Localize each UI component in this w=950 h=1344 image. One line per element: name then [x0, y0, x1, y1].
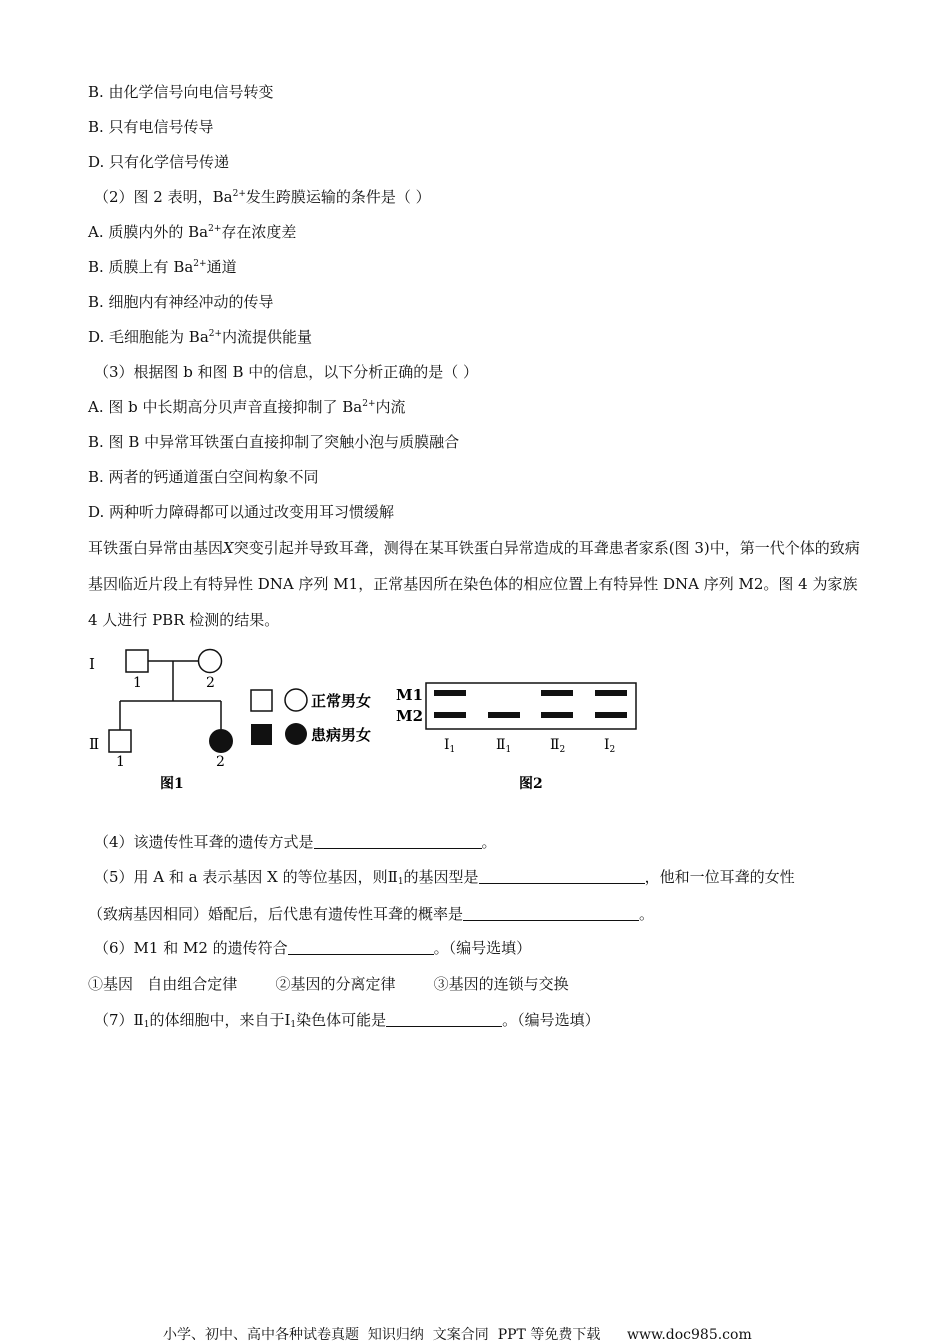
page-footer: 小学、初中、高中各种试卷真题 知识归纳 文案合同 PPT 等免费下载 www.doc985.com [163, 1327, 752, 1343]
pcr-result-figure [392, 676, 642, 796]
q3-option-b1: B. 图 B 中异常耳铁蛋白直接抑制了突触小泡与质膜融合 [88, 433, 460, 451]
q2-option-a: A. 质膜内外的 $Ba^{2+}$存在浓度差 [88, 223, 297, 241]
lane-I2-label: $Ⅰ_2$ [604, 737, 616, 755]
individual-I1-number: 1 [133, 675, 142, 691]
q3-stem: （3）根据图 b 和图 B 中的信息，以下分析正确的是（ ） [94, 363, 479, 381]
q7-answer-blank[interactable] [386, 1012, 502, 1027]
gel-frame [426, 683, 636, 729]
q4: （4）该遗传性耳聋的遗传方式是 。 [94, 833, 497, 851]
legend-affected-female-icon [285, 723, 307, 745]
q2-option-b1: B. 质膜上有 $Ba^{2+}$通道 [88, 258, 237, 276]
legend-normal-female-icon [285, 689, 307, 711]
pedigree-figure [86, 644, 396, 794]
q1-option-d: D. 只有化学信号传递 [88, 153, 230, 171]
q2-stem: （2）图 2 表明，$Ba^{2+}$发生跨膜运输的条件是（ ） [94, 188, 431, 206]
q2-option-d: D. 毛细胞能为 $Ba^{2+}$内流提供能量 [88, 328, 313, 346]
figure1-caption: 图1 [160, 776, 184, 792]
q1-option-b2: B. 只有电信号传导 [88, 118, 214, 136]
legend-normal-label: 正常男女 [311, 692, 372, 710]
individual-I2-normal-female [199, 650, 222, 673]
q6: （6）M1 和 M2 的遗传符合 。（编号选填） [94, 939, 532, 957]
generation-1-label: Ⅰ [89, 655, 95, 673]
band-II2-M1 [541, 690, 573, 696]
individual-II2-affected-female [209, 729, 233, 753]
q6-answer-blank[interactable] [288, 940, 434, 955]
q3-option-d: D. 两种听力障碍都可以通过改变用耳习惯缓解 [88, 503, 395, 521]
legend-affected-label: 患病男女 [311, 726, 372, 744]
individual-II1-normal-male [109, 730, 131, 752]
band-I2-M1 [595, 690, 627, 696]
band-II2-M2 [541, 712, 573, 718]
q5-line2: （致病基因相同）婚配后，后代患有遗传性耳聋的概率是 。 [88, 905, 655, 923]
figure2-caption: 图2 [519, 776, 543, 792]
m1-row-label: M1 [396, 686, 424, 704]
passage: 耳铁蛋白异常由基因X突变引起并导致耳聋，测得在某耳铁蛋白异常造成的耳聋患者家系(图 3)中，第一代个体的致病基因临近片段上有特异性 DNA 序列 M1，正常基因所在染色体的相应位置上有特异性 DNA 序列 M2。图 4 为家族 4 人进行 PBR 检测的结果。 [88, 539, 860, 629]
generation-2-label: Ⅱ [89, 735, 100, 753]
band-I1-M2 [434, 712, 466, 718]
band-I1-M1 [434, 690, 466, 696]
individual-I2-number: 2 [206, 675, 215, 691]
individual-II1-number: 1 [116, 754, 125, 770]
individual-I1-normal-male [126, 650, 148, 672]
q3-option-a: A. 图 b 中长期高分贝声音直接抑制了 $Ba^{2+}$内流 [88, 398, 406, 416]
legend-affected-male-icon [251, 724, 272, 745]
legend-normal-male-icon [251, 690, 272, 711]
lane-II1-label: $Ⅱ_1$ [496, 737, 512, 755]
band-I2-M2 [595, 712, 627, 718]
q1-option-b1: B. 由化学信号向电信号转变 [88, 83, 274, 101]
q6-options: ①基因 自由组合定律 ②基因的分离定律 ③基因的连锁与交换 [88, 975, 569, 993]
q4-answer-blank[interactable] [314, 834, 482, 849]
lane-I1-label: $Ⅰ_1$ [444, 737, 456, 755]
q3-option-b2: B. 两者的钙通道蛋白空间构象不同 [88, 468, 319, 486]
q5-genotype-blank[interactable] [479, 869, 645, 884]
q5-probability-blank[interactable] [463, 906, 639, 921]
individual-II2-number: 2 [216, 754, 225, 770]
q5-line1: （5）用 A 和 a 表示基因 X 的等位基因，则$Ⅱ_1$的基因型是 ，他和一位耳聋的女性 [94, 868, 795, 887]
band-II1-M2 [488, 712, 520, 718]
m2-row-label: M2 [396, 707, 424, 725]
lane-II2-label: $Ⅱ_2$ [550, 737, 566, 755]
q7: $(7)Ⅱ_1$的体细胞中，来自于$Ⅰ_1$染色体可能是 。（编号选填） [94, 1011, 600, 1030]
q2-option-b2: B. 细胞内有神经冲动的传导 [88, 293, 274, 311]
